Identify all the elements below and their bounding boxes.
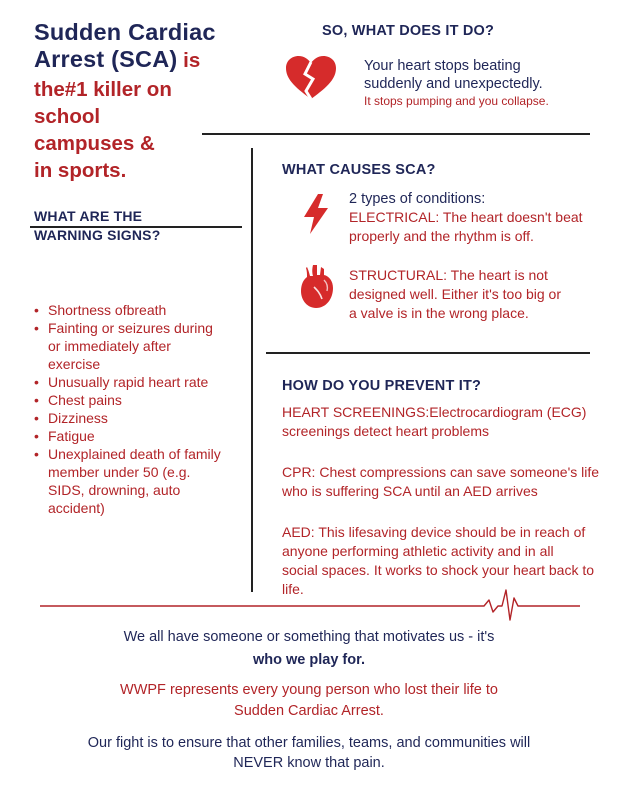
- warning-sign-text: accident): [48, 500, 105, 516]
- what-it-does-line-3: It stops pumping and you collapse.: [364, 94, 549, 108]
- warning-sign-text: • Unusually rapid heart rate: [48, 374, 209, 390]
- title-line-1: Sudden Cardiac: [34, 19, 216, 45]
- causes-intro: 2 types of conditions:: [349, 191, 486, 207]
- title-line-6: in sports.: [34, 159, 127, 182]
- footer-line-2: who we play for.: [253, 652, 365, 668]
- warning-sign-item: [34, 391, 244, 409]
- prevent-aed-line-2: anyone performing athletic activity and in all: [282, 543, 554, 559]
- warning-sign-item: [34, 301, 244, 319]
- causes-structural-line-1: STRUCTURAL: The heart is not: [349, 267, 548, 283]
- title-line-4: school: [34, 105, 101, 128]
- causes-electrical-line-1: ELECTRICAL: The heart doesn't beat: [349, 209, 583, 225]
- prevent-aed-line-3: social spaces. It works to shock your heart back to: [282, 562, 595, 578]
- footer-line-5: Our fight is to ensure that other families, teams, and communities will: [87, 735, 531, 751]
- warning-heading-line-1: WHAT ARE THE: [34, 208, 143, 224]
- warning-sign-text: or immediately after: [48, 338, 171, 354]
- warning-sign-text: SIDS, drowning, auto: [48, 482, 181, 498]
- prevent-aed-line-1: AED: This lifesaving device should be in reach of: [282, 524, 586, 540]
- prevent-cpr-line-1: CPR: Chest compressions can save someone's life: [282, 464, 600, 480]
- what-it-does-line-2: suddenly and unexpectedly.: [364, 76, 543, 92]
- footer-line-6: NEVER know that pain.: [233, 755, 385, 771]
- warning-heading-underline: [30, 226, 242, 228]
- warning-sign-item: [34, 373, 244, 391]
- title-line-3: the#1 killer on: [34, 78, 172, 101]
- warning-sign-text: member under 50 (e.g.: [48, 464, 191, 480]
- what-it-does-heading: SO, WHAT DOES IT DO?: [322, 23, 495, 39]
- prevent-aed-line-4: life.: [282, 581, 304, 597]
- warning-sign-text: • Unexplained death of family: [48, 446, 221, 462]
- causes-structural-line-2: designed well. Either it's too big or: [349, 286, 562, 302]
- warning-sign-item: [34, 445, 244, 517]
- footer-line-4: Sudden Cardiac Arrest.: [234, 703, 384, 719]
- title-acronym: Arrest (SCA): [34, 46, 178, 72]
- warning-sign-text: • Chest pains: [48, 392, 122, 408]
- footer-line-1: We all have someone or something that motivates us - it's: [123, 629, 495, 645]
- broken-heart-icon: [285, 55, 337, 101]
- warning-sign-item: [34, 427, 244, 445]
- warning-sign-item: [34, 409, 244, 427]
- warning-sign-text: • Fatigue: [48, 428, 95, 444]
- title-line-2: [34, 46, 216, 76]
- causes-structural-line-3: a valve is in the wrong place.: [349, 305, 529, 321]
- warning-sign-text: • Fainting or seizures during: [48, 320, 213, 336]
- what-it-does-line-1: Your heart stops beating: [364, 58, 521, 74]
- causes-electrical-line-2: properly and the rhythm is off.: [349, 228, 534, 244]
- heartbeat-line-icon: [40, 586, 580, 624]
- what-it-does-text: [364, 57, 549, 109]
- vertical-divider: [251, 148, 253, 592]
- warning-sign-text: exercise: [48, 356, 101, 372]
- page-title: [34, 19, 216, 184]
- warning-sign-item: [34, 319, 244, 373]
- warning-signs-list: [34, 301, 244, 517]
- footer-line-3: WWPF represents every young person who lost their life to: [120, 682, 498, 698]
- prevent-heading: HOW DO YOU PREVENT IT?: [282, 378, 482, 394]
- warning-sign-text: • Dizziness: [48, 410, 108, 426]
- warning-sign-text: • Shortness ofbreath: [48, 302, 167, 318]
- prevent-cpr-line-2: who is suffering SCA until an AED arrives: [282, 483, 538, 499]
- causes-heading: WHAT CAUSES SCA?: [282, 162, 436, 178]
- warning-heading-line-2: WARNING SIGNS?: [34, 227, 161, 243]
- prevent-screenings-line-1: HEART SCREENINGS:Electrocardiogram (ECG): [282, 404, 587, 420]
- lightning-bolt-icon: [301, 193, 331, 235]
- middle-right-divider: [266, 352, 590, 354]
- anatomical-heart-icon: [300, 263, 334, 309]
- top-right-divider: [202, 133, 590, 135]
- title-line-5: campuses &: [34, 132, 155, 155]
- causes-structural-text: [349, 266, 561, 323]
- prevent-screenings-line-2: screenings detect heart problems: [282, 423, 489, 439]
- prevent-text: [282, 403, 602, 599]
- causes-electrical-text: [349, 191, 583, 246]
- title-is: is: [177, 49, 201, 72]
